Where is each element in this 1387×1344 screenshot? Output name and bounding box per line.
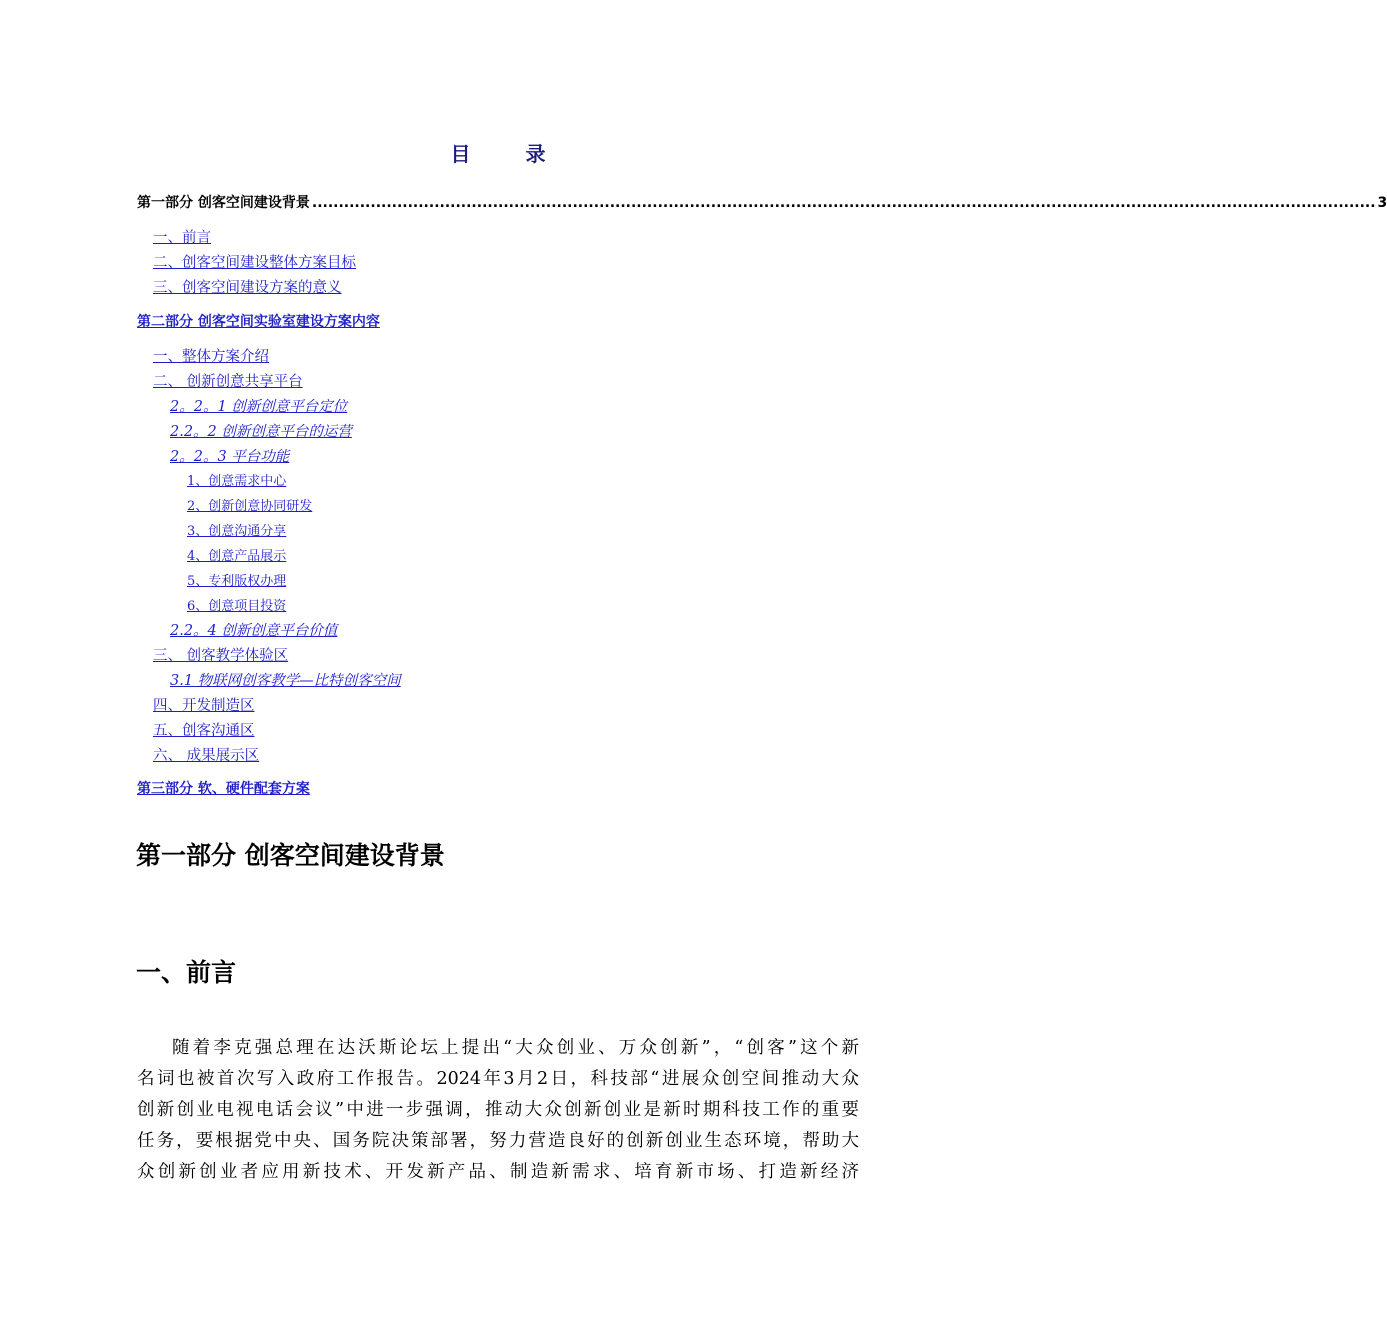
section-heading-part1: 第一部分 创客空间建设背景 [136,841,445,870]
toc-entry-part1[interactable] [137,192,1387,212]
paragraph-line: 众创新创业者应用新技术、开发新产品、制造新需求、培育新市场、打造新经济 [137,1162,859,1182]
toc-item-product-display[interactable]: 4、创意产品展示 [187,549,287,564]
toc-title: 目 录 [450,142,570,166]
toc-item-iot-teaching[interactable]: 3.1 物联网创客教学—比特创客空间 [170,673,401,689]
toc-entry-part1-title: 第一部分 创客空间建设背景 [137,195,310,211]
toc-item-patent[interactable]: 5、专利版权办理 [187,574,287,589]
toc-entry-part1-page: 3 [1377,195,1387,211]
paragraph-line: 随着李克强总理在达沃斯论坛上提出“大众创业、万众创新”，“创客”这个新 [172,1038,859,1058]
toc-item-investment[interactable]: 6、创意项目投资 [187,599,287,614]
body-paragraph [137,1033,859,1188]
toc-item-teaching-area[interactable]: 三、 创客教学体验区 [153,648,289,664]
paragraph-line: 名词也被首次写入政府工作报告。2024年3月2日，科技部“进展众创空间推动大众 [137,1069,859,1089]
toc-item-comm-area[interactable]: 五、创客沟通区 [153,723,255,739]
toc-item-collab-rd[interactable]: 2、创新创意协同研发 [187,499,313,514]
toc-item-demand-center[interactable]: 1、创意需求中心 [187,474,287,489]
toc-item-preface[interactable]: 一、前言 [153,230,211,246]
toc-item-meaning[interactable]: 三、创客空间建设方案的意义 [153,280,342,296]
toc-item-showcase-area[interactable]: 六、 成果展示区 [153,748,260,764]
toc-item-platform-value[interactable]: 2.2。4 创新创意平台价值 [170,623,338,639]
section-heading-preface: 一、前言 [136,958,237,987]
toc-item-overview[interactable]: 一、整体方案介绍 [153,349,269,365]
toc-item-share[interactable]: 3、创意沟通分享 [187,524,287,539]
toc-item-goal[interactable]: 二、创客空间建设整体方案目标 [153,255,356,271]
toc-item-dev-area[interactable]: 四、开发制造区 [153,698,255,714]
toc-item-share-platform[interactable]: 二、 创新创意共享平台 [153,374,303,390]
toc-item-platform-operation[interactable]: 2.2。2 创新创意平台的运营 [170,424,352,440]
paragraph-line: 任务，要根据党中央、国务院决策部署，努力营造良好的创新创业生态环境，帮助大 [137,1131,859,1151]
paragraph-line: 创新创业电视电话会议”中进一步强调，推动大众创新创业是新时期科技工作的重要 [137,1100,859,1120]
toc-item-platform-position[interactable]: 2。2。1 创新创意平台定位 [170,399,348,415]
toc-item-platform-function[interactable]: 2。2。3 平台功能 [170,449,290,465]
toc-leader-dots: ........................................................................................................................................................................................................ [311,195,1376,211]
toc-entry-part2[interactable]: 第二部分 创客空间实验室建设方案内容 [137,314,380,330]
toc-entry-part3[interactable]: 第三部分 软、硬件配套方案 [137,781,310,797]
